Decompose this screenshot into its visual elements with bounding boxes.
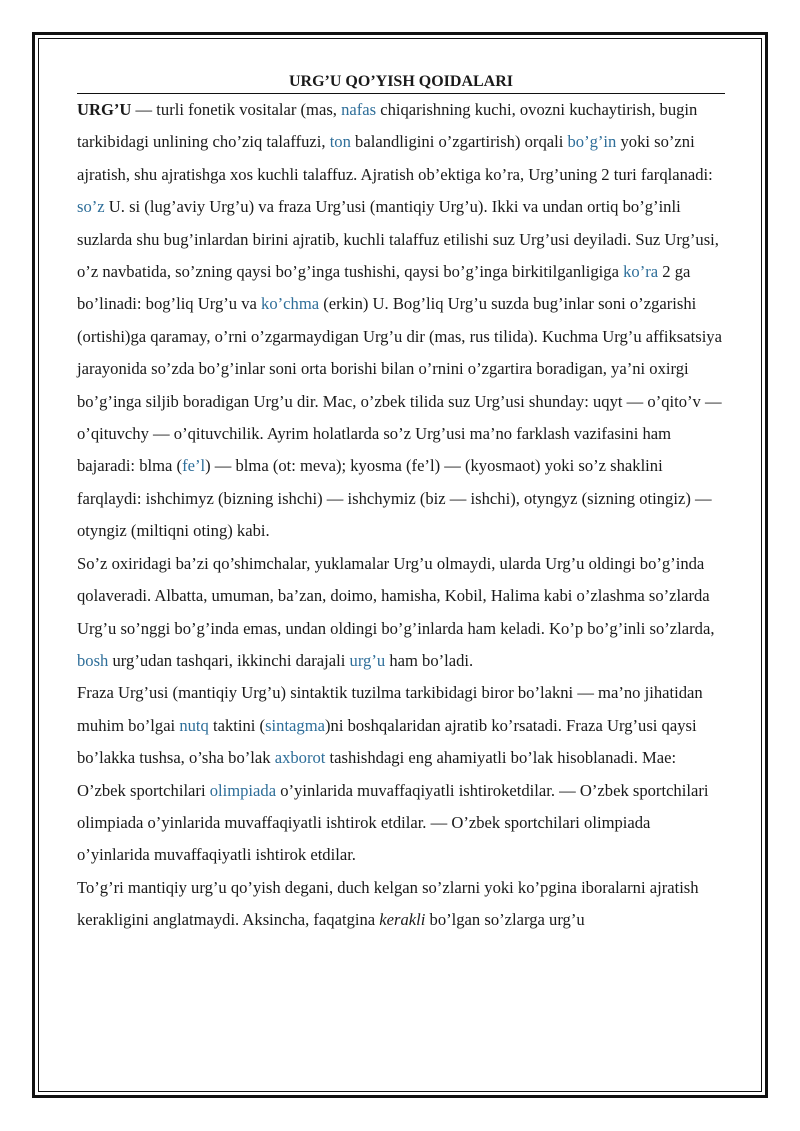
link-kora[interactable]: ko’ra — [623, 262, 659, 282]
link-fel[interactable]: fe’l — [182, 456, 206, 476]
text-span: U. si (lug’aviy Urg’u) va fraza Urg’usi (mantiqiy Urg’u). Ikki va undan ortiq bo’g’inli suzlarda shu bug’inlardan birini ajratib, kuchli talaffuz etilishi suz Urg’usi deyiladi. Suz Urg’usi, o’z navbatida, so’zning qaysi bo’g’inga tushishi, qaysi bo’g’inga birkitilganligiga — [77, 197, 719, 282]
document-title: URG’U QO’YISH QOIDALARI — [77, 72, 725, 94]
text-span: taktini ( — [208, 715, 266, 735]
text-span: yoki so’zni ajratish, shu ajratishga xos kuchli talaffuz. Ajratish ob’ektiga ko’ra, Urg’uning 2 turi farqlanadi: — [77, 132, 713, 184]
term-urgu: URG’U — [77, 100, 132, 119]
text-span: tashishdagi eng ahamiyatli bo’lak hisoblanadi. Mae: O’zbek sportchilari — [77, 748, 677, 800]
emphasis-kerakli: kerakli — [379, 910, 426, 930]
link-axborot[interactable]: axborot — [274, 748, 326, 768]
text-span: — turli fonetik vositalar (mas, — [131, 100, 342, 119]
paragraph-3 — [77, 677, 725, 871]
text-span: ham bo’ladi. — [385, 650, 474, 670]
paragraph-2 — [77, 548, 725, 678]
text-span: Fraza Urg’usi (mantiqiy Urg’u) sintaktik tuzilma tarkibidagi biror bo’lakni — ma’no jihatidan muhim bo’lgai — [77, 683, 703, 735]
paragraph-4 — [77, 872, 725, 937]
text-span: 2 ga bo’linadi: bog’liq Urg’u va — [77, 262, 691, 314]
text-span: So’z oxiridagi ba’zi qo’shimchalar, yuklamalar Urg’u olmaydi, ularda Urg’u oldingi bo’g’inda qolaveradi. Albatta, umuman, ba’zan, doimo, hamisha, Kobil, Halima kabi o’zlashma so’zlarda Urg’u so’nggi bo’g’inda emas, undan oldingi bo’g’inlarda ham keladi. Ko’p bo’g’inli so’zlarda, — [77, 553, 715, 638]
paragraph-1 — [77, 94, 725, 548]
text-span: )ni boshqalaridan ajratib ko’rsatadi. Fraza Urg’usi qaysi bo’lakka tushsa, o’sha bo’lak — [77, 715, 697, 768]
link-ton[interactable]: ton — [329, 132, 351, 152]
link-nafas[interactable]: nafas — [341, 100, 377, 119]
link-urgu[interactable]: urg’u — [349, 650, 386, 670]
link-olimpiada[interactable]: olimpiada — [209, 780, 277, 800]
link-nutq[interactable]: nutq — [179, 715, 209, 735]
link-bosh[interactable]: bosh — [77, 650, 109, 670]
text-span: To’g’ri mantiqiy urg’u qo’yish degani, duch kelgan so’zlarni yoki ko’pgina iboralarni ajratish kerakligini anglatmaydi. Aksincha, faqatgina — [77, 877, 699, 930]
link-bogin[interactable]: bo’g’in — [567, 132, 617, 152]
link-kochma[interactable]: ko’chma — [261, 294, 320, 314]
text-span: urg’udan tashqari, ikkinchi darajali — [108, 650, 350, 670]
link-soz[interactable]: so’z — [77, 197, 105, 217]
text-span: balandligini o’zgartirish) orqali — [350, 132, 568, 152]
text-span: chiqarishning kuchi, ovozni kuchaytirish, bugin tarkibidagi unlining cho’ziq talaffuzi, — [77, 100, 698, 152]
text-span: ) — blma (ot: meva); kyosma (fe’l) — (kyosmaot) yoki so’z shaklini farqlaydi: ishchimyz (bizning ishchi) — ishchymiz (biz — ishchi), otyngyz (sizning otingiz) — otyngiz (miltiqni oting) kabi. — [77, 456, 712, 541]
text-span: bo’lgan so’zlarga urg’u — [425, 910, 585, 930]
document-page — [77, 72, 725, 937]
text-span: o’yinlarida muvaffaqiyatli ishtiroketdilar. — O’zbek sportchilari olimpiada o’yinlarida muvaffaqiyatli ishtirok etdilar. — O’zbek sportchilari olimpiada o’yinlarida muvaffaqiyatli ishtirok etdilar. — [77, 780, 709, 865]
link-sintagma[interactable]: sintagma — [265, 715, 325, 735]
text-span: (erkin) U. Bog’liq Urg’u suzda bug’inlar soni o’zgarishi (ortishi)ga qaramay, o’rni o’zgarmaydigan Urg’u dir (mas, rus tilida). Kuchma Urg’u affiksatsiya jarayonida so’zda bo’g’inlar soni orta borishi bilan o’rnini o’zgartira boradigan, ya’ni oxirgi bo’g’inga siljib boradigan Urg’u dir. Mac, o’zbek tilida suz Urg’usi shunday: uqyt — o’qito’v — o’qituvchy — o’qituvchilik. Ayrim holatlarda so’z Urg’usi ma’no farklash vazifasini ham bajaradi: blma ( — [77, 294, 722, 476]
